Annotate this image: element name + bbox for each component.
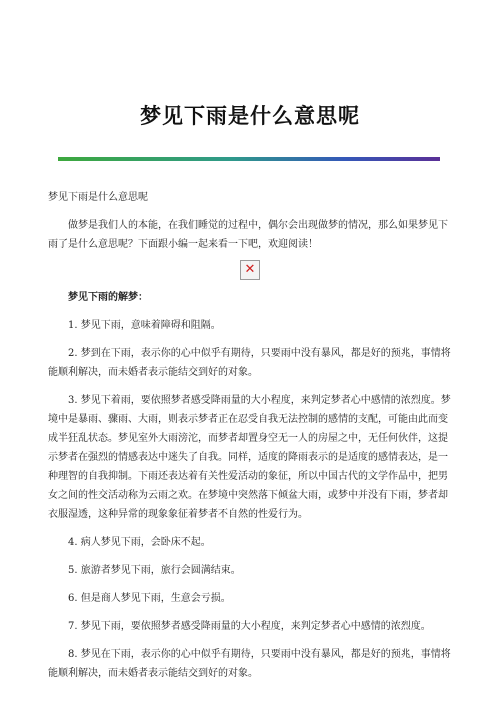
image-placeholder: [48, 260, 452, 282]
list-item: 4. 病人梦见下雨，会卧床不起。: [68, 537, 211, 548]
list-item: 3. 梦见下着雨，要依照梦者感受降雨量的大小程度，来判定梦者心中感情的浓烈度。梦境中是暴雨、骤雨、大雨，则表示梦者正在忍受自我无法控制的感情的支配，可能由此而变成半狂乱状态。梦见室外大雨滂沱，而梦者却置身空无一人的房屋之中，无任何伙伴，这提示梦者在强烈的情感表达中迷失了自我。同样，适度的降雨表示的是适度的感情表达，是一种理智的自我抑制。下雨还表达着有关性爱活动的象征，所以中国古代的文学作品中，把男女之间的性交活动称为云雨之欢。在梦境中突然落下倾盆大雨，或梦中并没有下雨，梦者却衣服湿透，这种异常的现象象征着梦者不自然的性爱行为。: [48, 395, 451, 520]
list-item: 2. 梦到在下雨，表示你的心中似乎有期待，只要雨中没有暴风，都是好的预兆，事情将能顺利解决，而未婚者表示能结交到好的对象。: [48, 348, 451, 378]
title-divider: [58, 157, 440, 161]
broken-image-icon: ✕: [240, 260, 260, 280]
list-item: 6. 但是商人梦见下雨，生意会亏损。: [68, 593, 231, 604]
document-title: 梦见下雨是什么意思呢: [140, 103, 360, 128]
list-item: 1. 梦见下雨，意味着障碍和阻隔。: [68, 320, 221, 331]
document-body: [48, 188, 452, 683]
list-item: 8. 梦见在下雨，表示你的心中似乎有期待，只要雨中没有暴风，都是好的预兆，事情将能顺利解决，而未婚者表示能结交到好的对象。: [48, 649, 451, 679]
list-item: 5. 旅游者梦见下雨，旅行会圆满结束。: [68, 565, 241, 576]
section-heading: 梦见下雨的解梦：: [68, 292, 148, 303]
intro-label: 梦见下雨是什么意思呢: [48, 192, 148, 203]
intro-paragraph: 做梦是我们人的本能，在我们睡觉的过程中，偶尔会出现做梦的情况，那么如果梦见下雨了是什么意思呢？下面跟小编一起来看一下吧，欢迎阅读！: [48, 220, 448, 250]
list-item: 7. 梦见下雨，要依照梦者感受降雨量的大小程度，来判定梦者心中感情的浓烈度。: [68, 621, 431, 632]
